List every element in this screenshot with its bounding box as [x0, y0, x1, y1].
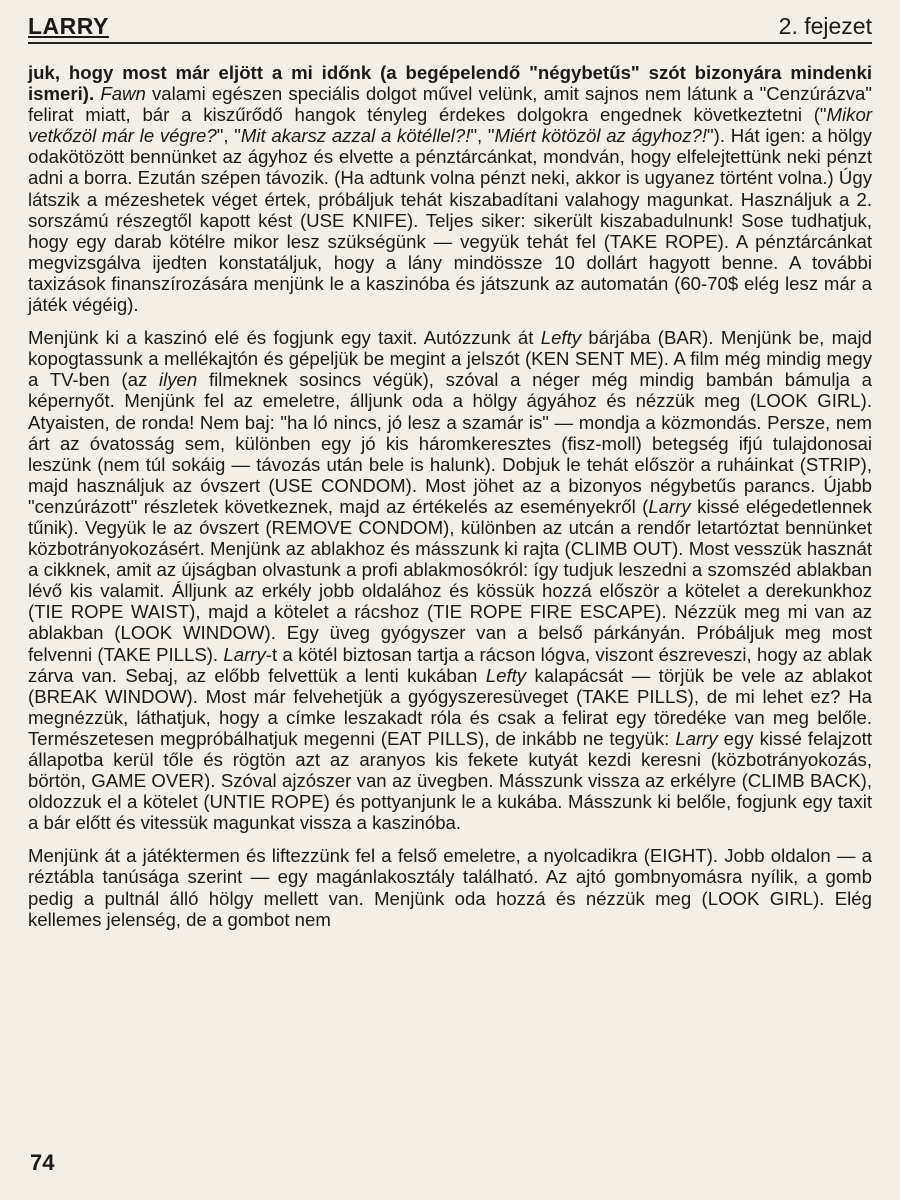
- page-number: 74: [30, 1150, 55, 1175]
- running-header: [28, 8, 872, 44]
- italic-run: Lefty: [485, 664, 527, 686]
- text-run: kalapácsát — törjük be vele az ablakot (BREAK WINDOW). Most már felvehetjük a gyógyszeresüveget (TAKE PILLS), de mi lehet ez? Ha megnézzük, láthatjuk, hogy a címke leszakadt róla és csak a felirat egy töredéke van meg belőle. Természetesen megpróbálhatjuk megenni (EAT PILLS), de inkább ne tegyük:: [28, 664, 872, 749]
- text-run: ", ": [216, 125, 241, 147]
- italic-run: Mikor vetkőzöl már le végre?: [28, 104, 872, 147]
- text-run: egy kissé felajzott állapotba kerül tőle és rögtön azt az aranyos kis fekete kutyát kezdi keresni (közbotrányokozás, börtön, GAME OVER). Szóval ajzószer van az üvegben. Másszunk vissza az erkélyre (CLIMB BACK), oldozzuk el a kötelet (UNTIE ROPE) és pottyanjunk le a kukába. Másszunk ki belőle, fogjunk egy taxit a bár előtt és vitessük magunkat vissza a kaszinóba.: [28, 727, 873, 834]
- italic-run: ilyen: [158, 369, 198, 391]
- italic-run: Larry: [675, 727, 718, 749]
- italic-run: Miért kötözöl az ágyhoz?!: [494, 125, 708, 147]
- header-chapter: 2. fejezet: [778, 13, 872, 39]
- italic-run: Lefty: [540, 327, 582, 349]
- text-run: "). Hát igen: a hölgy odakötözött bennünket az ágyhoz és elvette a pénztárcánkat, mondván, hogy elfelejtettünk neki pénzt adni a borra. Ezután szépen távozik. (Ha adtunk volna pénzt neki, akkor is ugyanez történt volna.) Úgy látszik a mézeshetek véget értek, próbáljuk tehát kiszabadítani valahogy magunkat. Használjuk a 2. sorszámú részegtől kapott kést (USE KNIFE). Teljes siker: sikerült kiszabadulnunk! Sose tudhatjuk, hogy egy darab kötélre mikor lesz szükségünk — vegyük tehát fel (TAKE ROPE). A pénztárcánkat megvizsgálva ijedten konstatáljuk, hogy a lány mindössze 10 dollárt hagyott benne. A további taxizások finanszírozására menjünk le a kaszinóba és játszunk az automatán (60-70$ elég lesz már a játék végéig).: [28, 125, 872, 316]
- text-run: -t a kötél biztosan tartja a rácson lógva, viszont észreveszi, hogy az ablak zárva van. Sebaj, az előbb felvettük a lenti kukában: [28, 643, 872, 686]
- italic-run: Fawn: [100, 83, 146, 105]
- text-run: bárjába (BAR). Menjünk be, majd kopogtassunk a mellékajtón és gépeljük be megint a jelszót (KEN SENT ME). A film még mindig megy a TV-ben (az: [28, 327, 872, 391]
- text-run: Menjünk ki a kaszinó elé és fogjunk egy taxit. Autózzunk át: [28, 327, 541, 349]
- italic-run: Larry: [223, 643, 266, 665]
- header-title: LARRY: [28, 13, 109, 39]
- text-run: valami egészen speciális dolgot művel velünk, amit sajnos nem látunk a "Cenzúrázva" felirat miatt, bár a kiszűrődő hangok tényleg érdekes dolgokra engednek következtetni (": [28, 83, 873, 126]
- text-run: juk, hogy most már eljött a mi időnk (a begépelendő "négybetűs" szót bizonyára mindenki ismeri).: [28, 62, 872, 105]
- text-run: ", ": [470, 125, 495, 147]
- text-run: Menjünk át a játéktermen és liftezzünk fel a felső emeletre, a nyolcadikra (EIGHT). Jobb oldalon — a réztábla tanúsága szerint — egy magánlakosztály található. Az ajtó gombnyomásra nyílik, a gomb pedig a pultnál álló hölgy mellett van. Menjünk oda hozzá és nézzük meg (LOOK GIRL). Elég kellemes jelenség, de a gombot nem: [28, 845, 872, 930]
- paragraph: [28, 327, 872, 833]
- italic-run: Mit akarsz azzal a kötéllel?!: [240, 125, 471, 147]
- paragraph: [28, 845, 872, 929]
- body-text: [28, 62, 872, 930]
- paragraph: [28, 62, 872, 315]
- italic-run: Larry: [648, 495, 691, 517]
- text-run: kissé elégedetlennek tűnik). Vegyük le az óvszert (REMOVE CONDOM), különben az utcán a rendőr letartóztat bennünket közbotrányokozásért. Menjünk az ablakhoz és másszunk ki rajta (CLIMB OUT). Most vesszük hasznát a cikknek, amit az újságban olvastunk a profi ablakmosókról: így tudjuk leszedni a szomszéd ablakban lévő kis valamit. Álljunk az erkély jobb oldalához és kössük hozzá először a kötelet a derekunkhoz (TIE ROPE WAIST), majd a kötelet a rácshoz (TIE ROPE FIRE ESCAPE). Nézzük meg mi van az ablakban (LOOK WINDOW). Egy üveg gyógyszer van a belső párkányán. Próbáljuk meg most felvenni (TAKE PILLS).: [28, 495, 872, 665]
- text-run: filmeknek sosincs végük), szóval a néger még mindig bambán bámulja a képernyőt. Menjünk fel az emeletre, álljunk oda a hölgy ágyához és nézzük meg (LOOK GIRL). Atyaisten, de ronda! Nem baj: "ha ló nincs, jó lesz a szamár is" — mondja a közmondás. Persze, nem árt az óvatosság sem, különben egy jó kis háromkeresztes (fisz-moll) betegség ifjú tulajdonosai leszünk (nem túl sokáig — távozás után bele is halunk). Dobjuk le tehát először a ruháinkat (STRIP), majd használjuk az óvszert (USE CONDOM). Most jöhet az a bizonyos négybetűs parancs. Újabb "cenzúrázott" részletek következnek, majd az értékelés az eseményekről (: [28, 369, 872, 517]
